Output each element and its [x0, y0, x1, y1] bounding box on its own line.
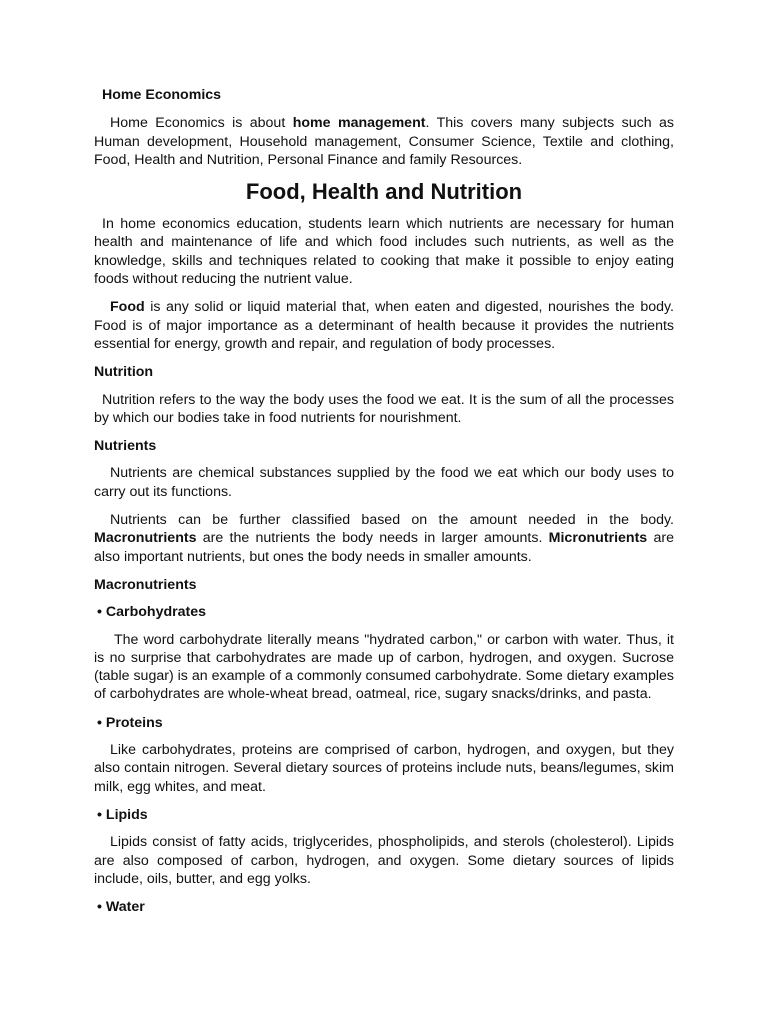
proteins-paragraph: Like carbohydrates, proteins are comprised of carbon, hydrogen, and oxygen, but they also contain nitrogen. Several dietary sources of proteins include nuts, beans/legumes, skim milk, egg whites, and meat.	[94, 742, 674, 795]
classify-text-2: are the nutrients the body needs in larger amounts.	[196, 530, 549, 547]
document-title: Home Economics	[102, 87, 222, 103]
food-paragraph	[94, 298, 674, 353]
food-bold: Food	[110, 299, 145, 316]
intro-bold: home management	[292, 115, 426, 132]
proteins-heading: • Proteins	[97, 714, 163, 731]
micronutrients-bold: Micronutrients	[548, 530, 648, 547]
intro-text-1: Home Economics is about	[110, 115, 293, 132]
classify-text-1: Nutrients can be further classified based on the amount needed in the body.	[110, 512, 674, 529]
macronutrients-bold: Macronutrients	[94, 530, 197, 547]
nutrients-classification-paragraph	[94, 511, 674, 566]
carbohydrates-heading: • Carbohydrates	[97, 604, 207, 621]
water-heading: • Water	[97, 899, 145, 916]
section-title: Food, Health and Nutrition	[245, 179, 523, 205]
nutrients-heading: Nutrients	[94, 438, 157, 455]
intro-paragraph	[94, 114, 674, 169]
carbohydrates-paragraph: The word carbohydrate literally means "hydrated carbon," or carbon with water. Thus, it is no surprise that carbohydrates are made up of carbon, hydrogen, and oxygen. Sucrose (table sugar) is an example of a commonly consumed carbohydrate. Some dietary examples of carbohydrates are whole-wheat bread, oatmeal, rice, sugary snacks/drinks, and pasta.	[94, 631, 674, 703]
food-text: is any solid or liquid material that, when eaten and digested, nourishes the body. Food is of major importance as a determinant of health because it provides the nutrients essential for energy, growth and repair, and regulation of body processes.	[94, 299, 674, 352]
classify-text-3: are also important nutrients, but ones the body needs in smaller amounts.	[94, 530, 674, 565]
intro-text-2: . This covers many subjects such as Human development, Household management, Consumer Science, Textile and clothing, Food, Health and Nutrition, Personal Finance and family Resources.	[94, 115, 674, 168]
education-paragraph: In home economics education, students learn which nutrients are necessary for human health and maintenance of life and which food includes such nutrients, as well as the knowledge, skills and techniques related to cooking that make it possible to enjoy eating foods without reducing the nutrient value.	[94, 216, 674, 288]
nutrition-paragraph: Nutrition refers to the way the body uses the food we eat. It is the sum of all the processes by which our bodies take in food nutrients for nourishment.	[94, 391, 674, 426]
nutrients-paragraph: Nutrients are chemical substances supplied by the food we eat which our body uses to carry out its functions.	[94, 465, 674, 500]
lipids-paragraph: Lipids consist of fatty acids, triglycerides, phospholipids, and sterols (cholesterol). Lipids are also composed of carbon, hydrogen, and oxygen. Some dietary sources of lipids include, oils, butter, and egg yolks.	[94, 834, 674, 887]
macronutrients-heading: Macronutrients	[94, 576, 197, 593]
nutrition-heading: Nutrition	[94, 364, 154, 381]
lipids-heading: • Lipids	[97, 806, 148, 823]
